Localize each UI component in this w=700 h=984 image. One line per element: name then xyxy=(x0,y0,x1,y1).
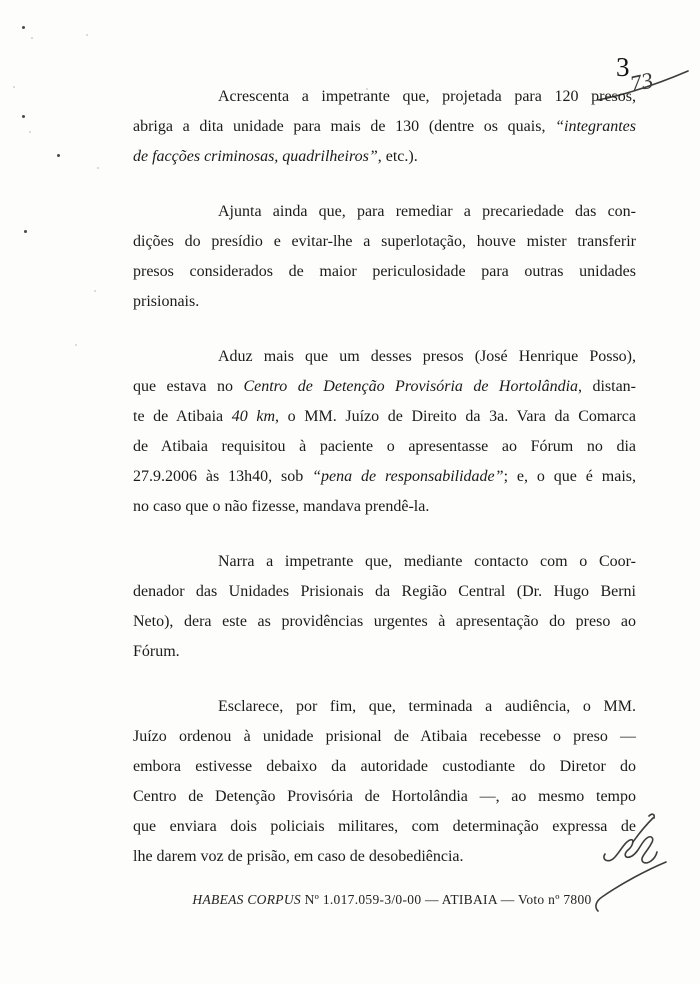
scan-speck xyxy=(86,34,88,36)
text-line xyxy=(133,257,636,287)
text-line xyxy=(133,462,636,492)
text-segment: 27.9.2006 às 13h40, sob xyxy=(133,468,313,485)
footer-case-type: HABEAS CORPUS xyxy=(192,892,301,907)
text-line xyxy=(133,227,636,257)
document-body xyxy=(133,82,636,897)
italic-text-segment: “pena de responsabilidade” xyxy=(312,468,504,485)
text-segment: que estava no xyxy=(133,378,244,395)
text-line xyxy=(133,637,636,667)
text-segment: Esclarece, por fim, que, terminada a audiência, o MM. xyxy=(218,698,636,715)
text-line xyxy=(133,607,636,637)
document-footer xyxy=(0,892,700,908)
text-line xyxy=(133,432,636,462)
text-segment: Fórum. xyxy=(133,643,180,660)
paragraph xyxy=(133,82,636,172)
italic-text-segment: de facções criminosas, quadrilheiros” xyxy=(133,148,378,165)
scan-speck xyxy=(22,115,25,118)
italic-text-segment: “integrantes xyxy=(555,118,636,135)
text-segment: prisionais. xyxy=(133,293,200,310)
text-line xyxy=(133,577,636,607)
text-line xyxy=(133,82,636,112)
text-line xyxy=(133,287,636,317)
paragraph xyxy=(133,692,636,872)
text-segment: , distan- xyxy=(578,378,637,395)
text-segment: abriga a dita unidade para mais de 130 (dentre os quais, xyxy=(133,118,556,135)
text-segment: no caso que o não fizesse, mandava prendê-la. xyxy=(133,498,430,515)
text-segment: denador das Unidades Prisionais da Região Central (Dr. Hugo Berni xyxy=(133,583,636,600)
text-segment: , o MM. Juízo de Direito da 3a. Vara da Comarca xyxy=(275,408,636,425)
paragraph xyxy=(133,342,636,522)
scan-speck xyxy=(24,230,27,233)
text-segment: Neto), dera este as providências urgentes à apresentação do preso ao xyxy=(133,613,636,630)
handwritten-page-number: 73 xyxy=(627,67,656,97)
text-segment: Centro de Detenção Provisória de Hortolândia —, ao mesmo tempo xyxy=(133,788,636,805)
text-line xyxy=(133,112,636,142)
scan-speck xyxy=(13,86,15,88)
scan-speck xyxy=(29,131,31,133)
text-segment: te de Atibaia xyxy=(133,408,232,425)
text-segment: , etc.). xyxy=(377,148,418,165)
text-segment: ; e, o que é mais, xyxy=(503,468,637,485)
scan-speck xyxy=(22,26,25,29)
text-segment: Narra a impetrante que, mediante contacto com o Coor- xyxy=(218,553,636,570)
paragraph xyxy=(133,547,636,667)
text-line xyxy=(133,402,636,432)
text-segment: Juízo ordenou à unidade prisional de Atibaia recebesse o preso — xyxy=(133,728,636,745)
text-line xyxy=(133,372,636,402)
scan-speck xyxy=(57,154,60,157)
text-segment: lhe darem voz de prisão, em caso de desobediência. xyxy=(133,848,464,865)
printed-page-number: 3 xyxy=(616,52,630,82)
text-segment: Ajunta ainda que, para remediar a precariedade das con- xyxy=(218,203,636,220)
text-segment: dições do presídio e evitar-lhe a superlotação, houve mister transferir xyxy=(133,233,636,250)
scan-speck xyxy=(94,290,96,292)
text-line xyxy=(133,782,636,812)
scan-speck xyxy=(246,100,248,102)
scan-speck xyxy=(75,344,77,346)
signature-initials-scribble xyxy=(604,837,657,863)
text-line xyxy=(133,752,636,782)
scan-speck xyxy=(97,167,99,169)
text-segment: que enviara dois policiais militares, com determinação expressa de xyxy=(133,818,636,835)
italic-text-segment: 40 km xyxy=(231,408,276,425)
text-line xyxy=(133,692,636,722)
text-line xyxy=(133,342,636,372)
paragraph xyxy=(133,197,636,317)
scan-speck xyxy=(366,88,368,90)
italic-text-segment: Centro de Detenção Provisória de Hortolândia xyxy=(243,378,579,395)
scan-speck xyxy=(31,37,33,39)
text-segment: Acrescenta a impetrante que, projetada para 120 presos, xyxy=(218,88,636,105)
text-line xyxy=(133,842,636,872)
text-segment: presos considerados de maior periculosidade para outras unidades xyxy=(133,263,636,280)
footer-case-details: Nº 1.017.059-3/0-00 — ATIBAIA — Voto nº 7800 xyxy=(300,892,592,907)
text-line xyxy=(133,142,636,172)
text-line xyxy=(133,547,636,577)
text-segment: embora estivesse debaixo da autoridade custodiante do Diretor do xyxy=(133,758,636,775)
text-segment: Aduz mais que um desses presos (José Henrique Posso), xyxy=(218,348,636,365)
signature-flourish-stroke xyxy=(633,814,654,842)
text-line xyxy=(133,492,636,522)
text-line xyxy=(133,722,636,752)
text-line xyxy=(133,197,636,227)
text-segment: de Atibaia requisitou à paciente o apresentasse ao Fórum no dia xyxy=(133,438,636,455)
text-line xyxy=(133,812,636,842)
